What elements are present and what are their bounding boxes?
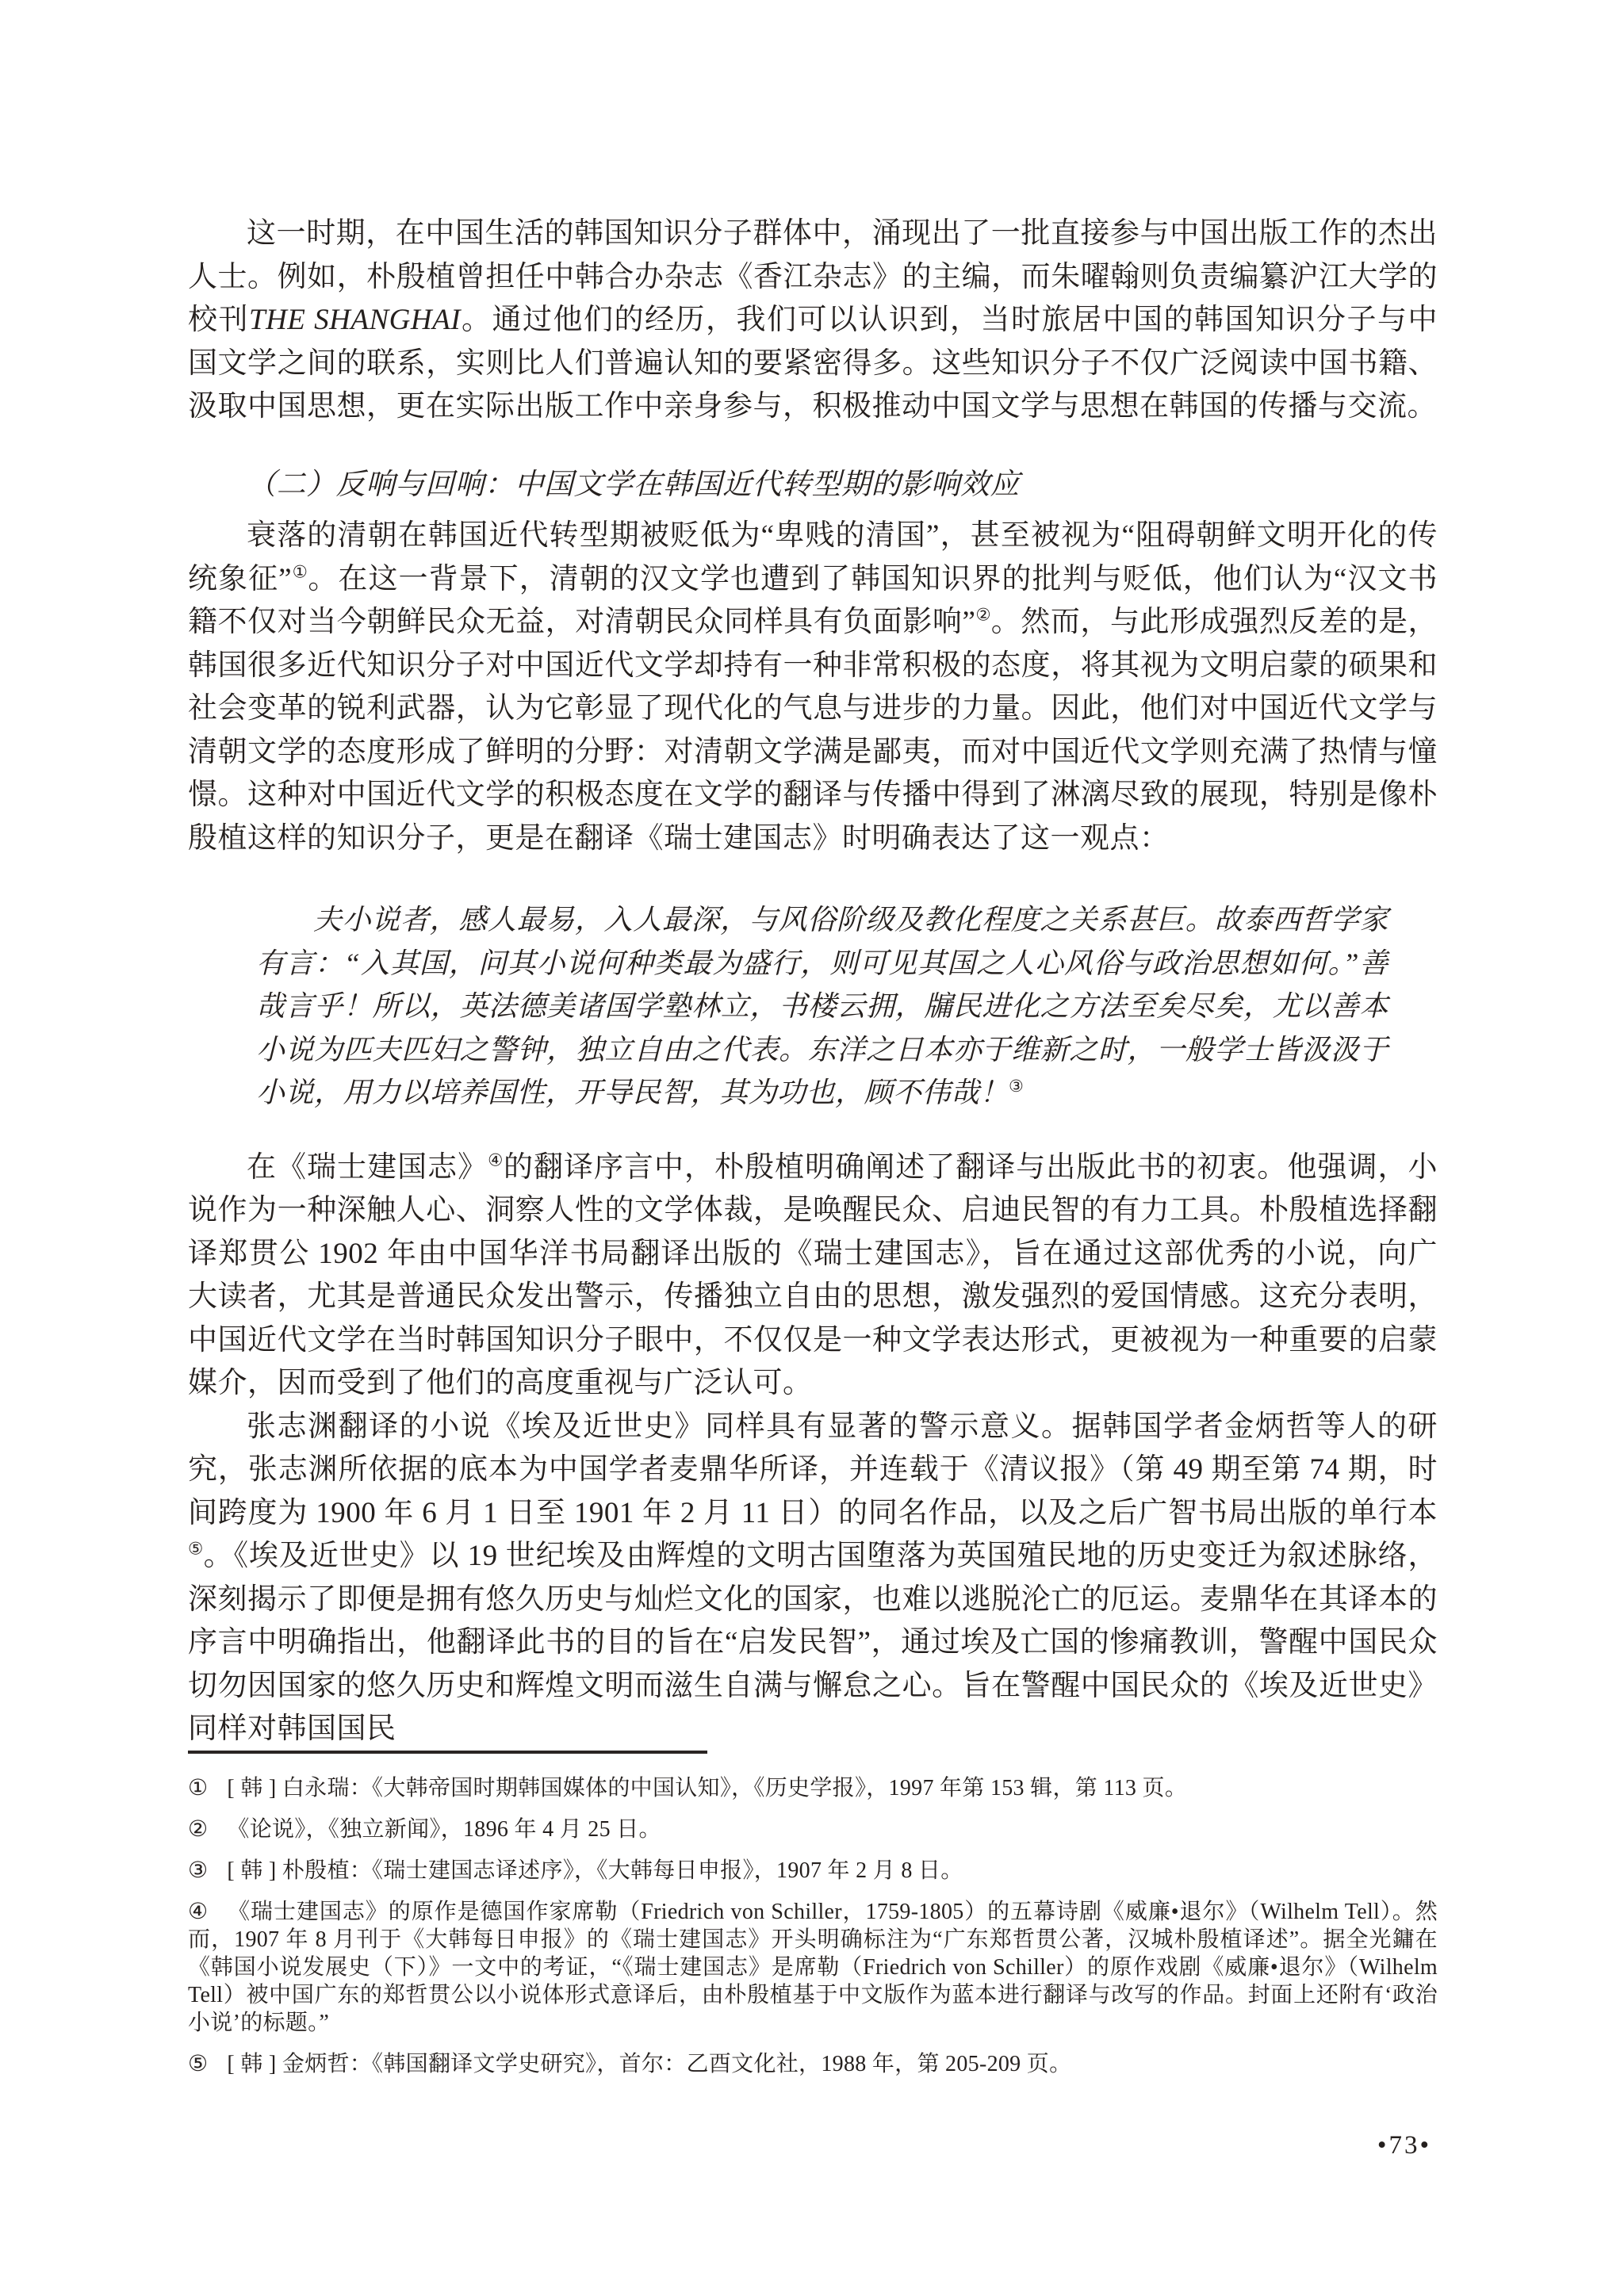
footnote-ref: ① [292,562,308,582]
footnote-item [188,1774,1438,1802]
text-run: 在《瑞士建国志》 [247,1150,488,1184]
footnote-marker: ④ [188,1900,209,1924]
footnote-ref: ② [975,605,991,625]
footnote-text: [ 韩 ] 金炳哲：《韩国翻译文学史研究》，首尔：乙酉文化社，1988 年，第 205-209 页。 [227,2052,1072,2076]
text-run: （二）反响与回响：中国文学在韩国近代转型期的影响效应 [247,468,1020,501]
footnotes-section [188,1751,1438,2091]
footnote-item [188,1898,1438,2037]
footnote-text: [ 韩 ] 朴殷植：《瑞士建国志译述序》，《大韩每日申报》，1907 年 2 月 8 日。 [227,1858,963,1883]
text-run: 张志渊翻译的小说《埃及近世史》同样具有显著的警示意义。据韩国学者金炳哲等人的研究，张志渊所依据的底本为中国学者麦鼎华所译，并连载于《清议报》（第 49 期至第 74 期，时间跨度为 1900 年 6 月 1 日至 1901 年 2 月 11 日）的同名作品，以及之后广智书局出版的单行本 [188,1410,1438,1529]
text-run: 。在这一背景下，清朝的汉文学也遭到了韩国知识界的批判与贬低，他们认为“汉文书籍不仅对当今朝鲜民众无益，对清朝民众同样具有负面影响” [188,562,1438,638]
footnote-marker: ③ [188,1858,209,1883]
block-quote-novel [256,898,1388,1115]
footnote-item [188,1857,1438,1885]
footnote-marker: ⑤ [188,2052,209,2076]
footnote-list [188,1774,1438,2078]
footnote-item [188,1816,1438,1843]
text-run: 。《埃及近世史》以 19 世纪埃及由辉煌的文明古国堕落为英国殖民地的历史变迁为叙述脉络，深刻揭示了即便是拥有悠久历史与灿烂文化的国家，也难以逃脱沦亡的厄运。麦鼎华在其译本的序言中明确指出，他翻译此书的目的旨在“启发民智”，通过埃及亡国的惨痛教训，警醒中国民众切勿因国家的悠久历史和辉煌文明而滋生自满与懈怠之心。旨在警醒中国民众的《埃及近世史》同样对韩国国民 [188,1540,1438,1745]
text-run: 。通过他们的经历，我们可以认识到，当时旅居中国的韩国知识分子与中国文学之间的联系，实则比人们普遍认知的要紧密得多。这些知识分子不仅广泛阅读中国书籍、汲取中国思想，更在实际出版工作中亲身参与，积极推动中国文学与思想在韩国的传播与交流。 [188,304,1438,423]
text-run: 夫小说者，感人最易，入人最深，与风俗阶级及教化程度之关系甚巨。故泰西哲学家有言：“入其国，问其小说何种类最为盛行，则可见其国之人心风俗与政治思想如何。”善哉言乎！所以，英法德美诸国学塾林立，书楼云拥，牖民进化之方法至矣尽矣，尤以善本小说为匹夫匹妇之警钟，独立自由之代表。东洋之日本亦于维新之时，一般学士皆汲汲于小说，用力以培养国性，开导民智，其为功也，顾不伟哉！ [256,904,1388,1108]
latin-italic-text: THE SHANGHAI [249,304,462,336]
paragraph-qing-attitudes [188,515,1438,860]
footnote-item [188,2050,1438,2078]
page-number: •73• [1377,2131,1431,2160]
section-heading [188,464,1438,507]
paragraph-shanghai-intellectuals [188,212,1438,429]
footnote-text: 《瑞士建国志》的原作是德国作家席勒（Friedrich von Schiller，1759-1805）的五幕诗剧《威廉•退尔》（Wilhelm Tell）。然而，1907 年 8 月刊于《大韩每日申报》的《瑞士建国志》开头明确标注为“广东郑哲贯公著，汉城朴殷植译述”。据全光鏞在《韩国小说发展史（下）》一文中的考证，“《瑞士建国志》是席勒（Friedrich von Schiller）的原作戏剧《威廉•退尔》（Wilhelm Tell）被中国广东的郑哲贯公以小说体形式意译后，由朴殷植基于中文版作为蓝本进行翻译与改写的作品。封面上还附有‘政治小说’的标题。” [188,1900,1438,2035]
footnote-text: [ 韩 ] 白永瑞：《大韩帝国时期韩国媒体的中国认知》，《历史学报》，1997 年第 153 辑，第 113 页。 [227,1776,1188,1800]
footnote-marker: ① [188,1776,209,1800]
paragraph-ruishi-jianguozhi [188,1146,1438,1406]
footnote-ref: ③ [1009,1077,1024,1096]
text-run: 。然而，与此形成强烈反差的是，韩国很多近代知识分子对中国近代文学却持有一种非常积极的态度，将其视为文明启蒙的硕果和社会变革的锐利武器，认为它彰显了现代化的气息与进步的力量。因此，他们对中国近代文学与清朝文学的态度形成了鲜明的分野：对清朝文学满是鄙夷，而对中国近代文学则充满了热情与憧憬。这种对中国近代文学的积极态度在文学的翻译与传播中得到了淋漓尽致的展现，特别是像朴殷植这样的知识分子，更是在翻译《瑞士建国志》时明确表达了这一观点： [188,606,1438,855]
footnote-ref: ④ [488,1150,504,1170]
footnote-marker: ② [188,1817,209,1842]
text-run: 这一时期，在中国生活的韩国知识分子群体中，涌现出了一批直接参与中国出版工作的杰出人士。例如，朴殷植曾担任中韩合办杂志《香江杂志》的主编，而朱曜翰则负责编纂沪江大学的校刊 [188,217,1438,336]
document-body [188,212,1438,1751]
paragraph-aiji-jinshishi [188,1406,1438,1751]
text-run: 的翻译序言中，朴殷植明确阐述了翻译与出版此书的初衷。他强调，小说作为一种深触人心、洞察人性的文学体裁，是唤醒民众、启迪民智的有力工具。朴殷植选择翻译郑贯公 1902 年由中国华洋书局翻译出版的《瑞士建国志》，旨在通过这部优秀的小说，向广大读者，尤其是普通民众发出警示，传播独立自由的思想，激发强烈的爱国情感。这充分表明，中国近代文学在当时韩国知识分子眼中，不仅仅是一种文学表达形式，更被视为一种重要的启蒙媒介，因而受到了他们的高度重视与广泛认可。 [188,1150,1438,1399]
text-run: 衰落的清朝在韩国近代转型期被贬低为“卑贱的清国”，甚至被视为“阻碍朝鲜文明开化的传统象征” [188,519,1438,595]
footnote-ref: ⑤ [188,1539,204,1559]
footnote-text: 《论说》，《独立新闻》，1896 年 4 月 25 日。 [227,1817,661,1842]
footnote-divider [188,1751,707,1754]
